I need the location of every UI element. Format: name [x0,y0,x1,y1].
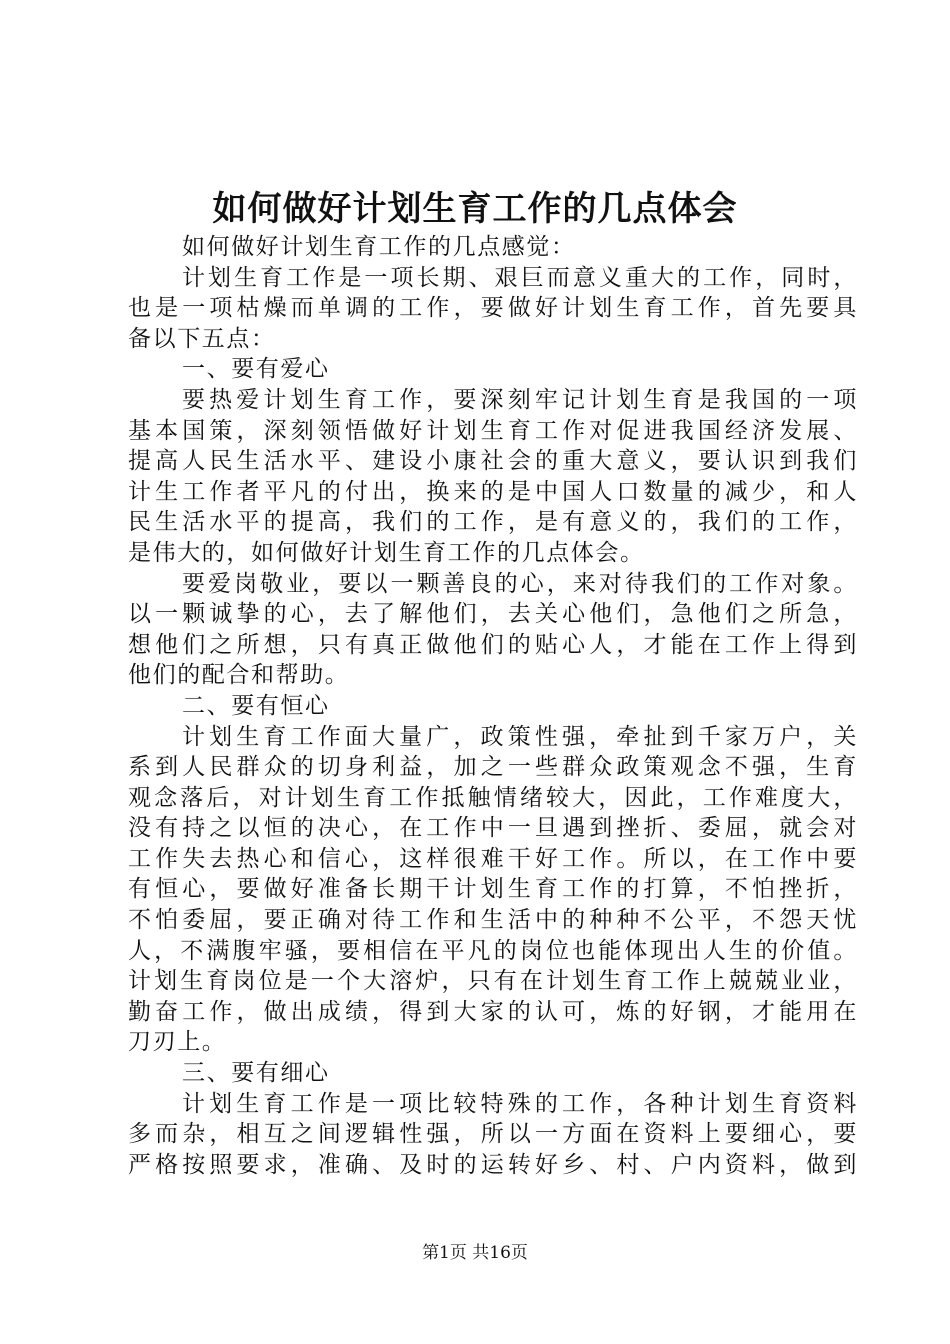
text-line: 想他们之所想，只有真正做他们的贴心人，才能在工作上得到 [128,631,858,658]
document-title: 如何做好计划生育工作的几点体会 [212,189,738,229]
text-line: 没有持之以恒的决心，在工作中一旦遇到挫折、委屈，就会对 [128,815,858,842]
text-line: 多而杂，相互之间逻辑性强，所以一方面在资料上要细心，要 [128,1121,858,1148]
text-line: 基本国策，深刻领悟做好计划生育工作对促进我国经济发展、 [128,417,858,444]
section-heading: 三、要有细心 [182,1060,330,1087]
text-line: 刀刃上。 [128,1029,227,1056]
text-line: 以一颗诚挚的心，去了解他们，去关心他们，急他们之所急， [128,601,858,628]
text-line: 要爱岗敬业，要以一颗善良的心，来对待我们的工作对象。 [182,570,858,597]
text-line: 勤奋工作，做出成绩，得到大家的认可，炼的好钢，才能用在 [128,998,858,1025]
text-line: 是伟大的，如何做好计划生育工作的几点体会。 [128,539,645,566]
text-line: 计划生育工作是一项比较特殊的工作，各种计划生育资料 [182,1090,858,1117]
text-line: 有恒心，要做好准备长期干计划生育工作的打算，不怕挫折， [128,876,858,903]
text-line: 也是一项枯燥而单调的工作，要做好计划生育工作，首先要具 [128,295,858,322]
text-line: 计生工作者平凡的付出，换来的是中国人口数量的减少，和人 [128,478,858,505]
text-line: 工作失去热心和信心，这样很难干好工作。所以，在工作中要 [128,845,858,872]
text-line: 他们的配合和帮助。 [128,662,350,689]
text-line: 不怕委屈，要正确对待工作和生活中的种种不公平，不怨天忧 [128,907,858,934]
section-heading: 一、要有爱心 [182,356,330,383]
text-line: 备以下五点： [128,325,276,352]
text-line: 计划生育岗位是一个大溶炉，只有在计划生育工作上兢兢业业， [128,968,858,995]
section-heading: 二、要有恒心 [182,692,330,719]
text-line: 提高人民生活水平、建设小康社会的重大意义，要认识到我们 [128,448,858,475]
text-line: 要热爱计划生育工作，要深刻牢记计划生育是我国的一项 [182,386,858,413]
text-line: 计划生育工作面大量广，政策性强，牵扯到千家万户，关 [182,723,858,750]
text-line: 人，不满腹牢骚，要相信在平凡的岗位也能体现出人生的价值。 [128,937,858,964]
text-line: 观念落后，对计划生育工作抵触情绪较大，因此，工作难度大， [128,784,858,811]
document-body [128,232,858,1180]
text-line: 严格按照要求，准确、及时的运转好乡、村、户内资料，做到 [128,1151,858,1178]
text-line: 计划生育工作是一项长期、艰巨而意义重大的工作，同时， [182,264,858,291]
text-line: 系到人民群众的切身利益，加之一些群众政策观念不强，生育 [128,754,858,781]
text-line: 民生活水平的提高，我们的工作，是有意义的，我们的工作， [128,509,858,536]
page-number-footer: 第1页 共16页 [422,1243,528,1263]
text-line: 如何做好计划生育工作的几点感觉： [182,234,576,260]
